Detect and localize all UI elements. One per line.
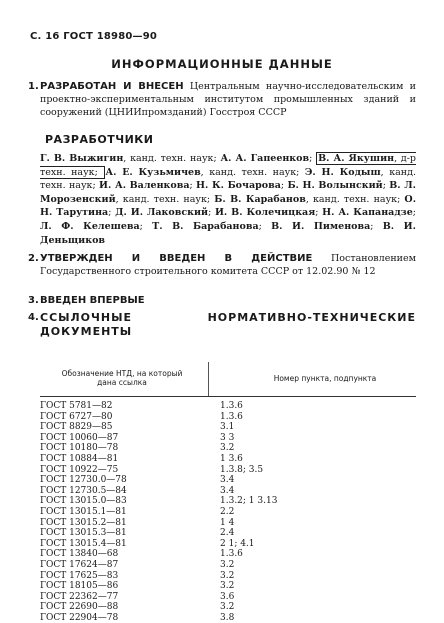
separator: ; (315, 207, 323, 219)
developer-name: В. И. Деньщиков (40, 220, 416, 246)
item-cell: 1.3.2; 1 3.13 (220, 496, 278, 507)
item-cell: 3.2 (220, 570, 235, 581)
table-row (40, 507, 416, 518)
document-cell: ГОСТ 13015.4—81 (40, 538, 127, 549)
separator: ; (370, 220, 383, 232)
developer-name: Т. В. Барабанова (152, 220, 259, 232)
document-cell: ГОСТ 17624—87 (40, 559, 119, 570)
table-row (40, 496, 416, 507)
item-cell: 1.3.6 (220, 401, 243, 411)
document-cell: ГОСТ 13015.2—81 (40, 517, 127, 528)
document-cell: ГОСТ 8829—85 (40, 422, 113, 433)
document-cell: ГОСТ 18105—86 (40, 581, 119, 592)
developer-name: Б. В. Карабанов (214, 193, 306, 205)
item-cell: 1.3.6 (220, 411, 243, 422)
page-header: С. 16 ГОСТ 18980—90 (30, 31, 158, 42)
section-4-number: 4. (28, 312, 39, 323)
item-cell: 1.3.6 (220, 549, 243, 560)
separator: ; (309, 153, 317, 164)
item-cell: 3 3 (220, 432, 235, 443)
section-2 (28, 252, 416, 278)
table-row (40, 549, 416, 560)
item-cell: 2 1; 4.1 (220, 538, 255, 549)
item-cell: 1 4 (220, 517, 235, 528)
developer-name: А. А. Гапеенков (220, 153, 310, 164)
table-row (40, 475, 416, 486)
document-cell: ГОСТ 13015.3—81 (40, 528, 127, 539)
document-cell: ГОСТ 22904—78 (40, 612, 119, 623)
document-cell: ГОСТ 22690—88 (40, 602, 119, 613)
separator: ; (382, 180, 390, 192)
developer-name: А. Е. Кузьмичев (105, 166, 201, 178)
column-header-item: Номер пункта, подпункта (273, 374, 377, 383)
item-cell: 3.2 (220, 581, 235, 592)
column-header-document: Обозначение НТД, на который дана ссылка (61, 369, 183, 387)
table-header (40, 362, 416, 397)
developer-name: Н. А. Капанадзе (322, 207, 413, 219)
document-cell: ГОСТ 12730.0—78 (40, 475, 127, 486)
table-row (40, 592, 416, 603)
developer-title: , канд. техн. наук; (40, 166, 416, 192)
item-cell: 3.2 (220, 443, 235, 454)
item-cell: 3.4 (220, 475, 235, 486)
table-row (40, 613, 416, 623)
developer-name: В. Л. Морозенский (40, 180, 416, 205)
document-cell: ГОСТ 13015.0—83 (40, 496, 127, 507)
table-row (40, 412, 416, 423)
section-3 (28, 294, 416, 307)
document-cell: ГОСТ 10884—81 (40, 453, 119, 464)
developer-name: И. В. Колечицкая (214, 207, 316, 219)
section-3-number: 3. (28, 295, 39, 306)
section-2-number: 2. (28, 253, 39, 264)
developer-title: , канд. техн. наук; (123, 153, 221, 164)
document-cell: ГОСТ 10060—87 (40, 432, 119, 443)
item-cell: 2.4 (220, 528, 235, 539)
document-cell: ГОСТ 17625—83 (40, 570, 119, 581)
table-row (40, 422, 416, 433)
item-cell: 1 3.6 (220, 453, 243, 464)
section-1-text: Центральным научно-исследовательским и проектно-экспериментальным институтом промышленных зданий и сооружений (ЦНИИпромзданий) Госстроя СССР (40, 81, 416, 118)
reference-table (40, 362, 416, 623)
table-row (40, 581, 416, 592)
section-2-heading: УТВЕРЖДЕН И ВВЕДЕН В ДЕЙСТВИЕ (40, 253, 313, 264)
page-title: ИНФОРМАЦИОННЫЕ ДАННЫЕ (111, 57, 333, 71)
table-row (40, 539, 416, 550)
developer-name: Г. В. Выжигин (40, 153, 124, 164)
section-4 (28, 311, 416, 339)
table-row (40, 443, 416, 454)
document-cell: ГОСТ 12730.5—84 (40, 485, 127, 496)
developers-list (40, 152, 416, 247)
separator: ; (208, 207, 215, 219)
table-row (40, 518, 416, 529)
developer-name: Л. Ф. Келешева (40, 220, 140, 232)
section-4-heading: ССЫЛОЧНЫЕ НОРМАТИВНО-ТЕХНИЧЕСКИЕ ДОКУМЕНТЫ (40, 311, 416, 338)
item-cell: 3.1 (220, 422, 235, 433)
table-row (40, 486, 416, 497)
separator: ; (139, 220, 153, 232)
item-cell: 3.2 (220, 602, 235, 613)
table-row (40, 401, 416, 412)
developer-name: Д. И. Лаковский (115, 207, 209, 219)
separator: ; (108, 207, 116, 219)
table-row (40, 571, 416, 582)
document-cell: ГОСТ 10922—75 (40, 464, 119, 475)
table-body (40, 401, 416, 623)
separator: ; (280, 180, 288, 192)
column-divider (208, 362, 209, 396)
item-cell: 1.3.8; 3.5 (220, 464, 264, 475)
table-row (40, 454, 416, 465)
developer-name: И. А. Валенкова (99, 180, 190, 192)
section-2-text: Постановлением Государственного строительного комитета СССР от 12.02.90 № 12 (40, 253, 416, 277)
document-cell: ГОСТ 13840—68 (40, 549, 119, 560)
item-cell: 3.4 (220, 485, 235, 496)
section-1-heading: РАЗРАБОТАН И ВНЕСЕН (40, 81, 184, 92)
separator: ; (412, 207, 416, 219)
developer-name: О. Н. Тарутина (40, 193, 417, 219)
table-row (40, 560, 416, 571)
item-cell: 3.8 (220, 612, 235, 623)
separator: ; (189, 180, 197, 192)
developer-name: Э. Н. Кодыш (304, 166, 381, 178)
developer-title: , канд. техн. наук; (305, 193, 405, 205)
developer-name: Б. Н. Волынский (287, 180, 383, 192)
document-cell: ГОСТ 10180—78 (40, 443, 119, 454)
developer-name: Н. К. Бочарова (196, 180, 281, 192)
table-row (40, 528, 416, 539)
document-cell: ГОСТ 22362—77 (40, 591, 119, 602)
developer-title: , д-р техн. наук; (40, 153, 416, 178)
table-row (40, 465, 416, 476)
developer-title: , канд. техн. наук; (115, 193, 215, 205)
section-3-heading: ВВЕДЕН ВПЕРВЫЕ (40, 295, 145, 306)
item-cell: 2.2 (220, 506, 235, 517)
developer-name: В. А. Якушин (318, 153, 395, 164)
developer-name: В. И. Пименова (271, 220, 371, 232)
document-cell: ГОСТ 6727—80 (40, 411, 113, 422)
developers-heading: РАЗРАБОТЧИКИ (45, 133, 154, 146)
table-row (40, 433, 416, 444)
item-cell: 3.6 (220, 591, 235, 602)
section-1-number: 1. (28, 81, 39, 92)
item-cell: 3.2 (220, 559, 235, 570)
section-1 (28, 80, 416, 119)
developer-title: , канд. техн. наук; (200, 166, 305, 178)
document-cell: ГОСТ 13015.1—81 (40, 506, 127, 517)
separator: ; (258, 220, 272, 232)
table-row (40, 602, 416, 613)
document-cell: ГОСТ 5781—82 (40, 401, 113, 411)
